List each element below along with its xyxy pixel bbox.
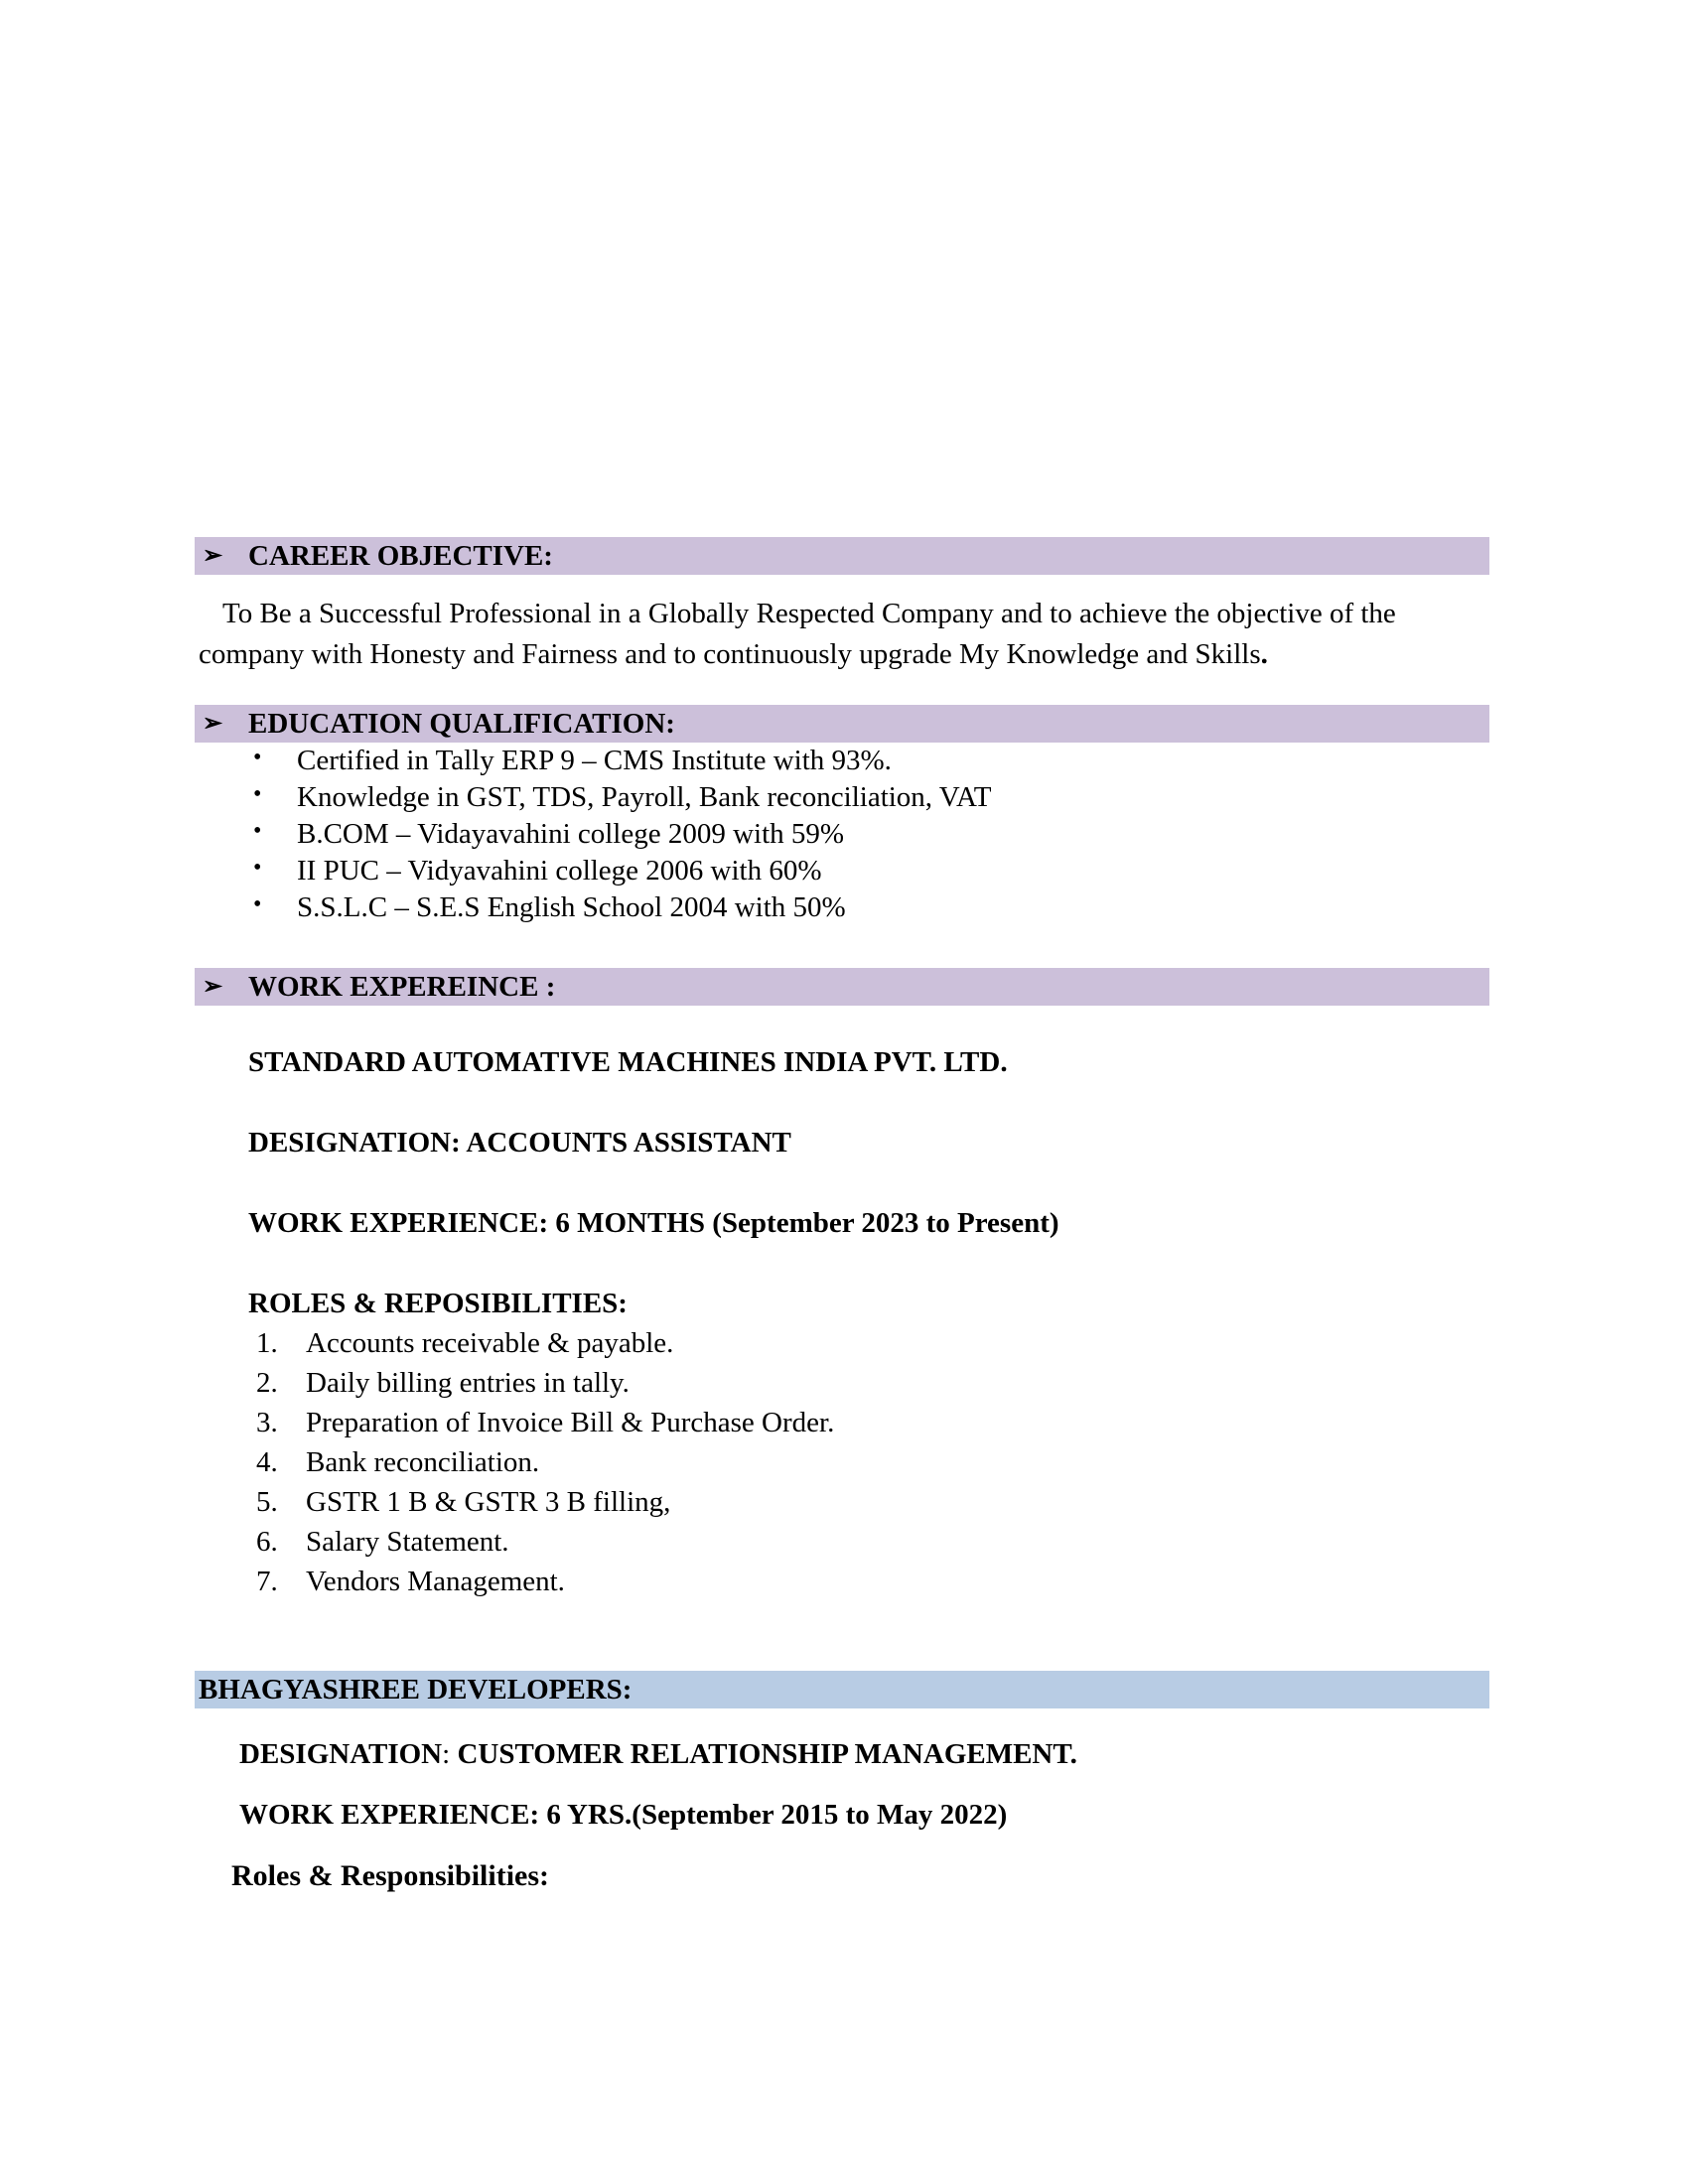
career-objective-bar bbox=[195, 537, 1489, 575]
bullet-icon: • bbox=[253, 818, 262, 844]
career-objective-line1: To Be a Successful Professional in a Globally Respected Company and to achieve the objective of the bbox=[222, 598, 1396, 629]
bullet-icon: • bbox=[253, 781, 262, 807]
career-objective-line2 bbox=[199, 634, 1489, 675]
work-experience-bar bbox=[195, 968, 1489, 1006]
job2-designation-colon: : bbox=[442, 1738, 451, 1770]
career-objective-line2-text: company with Honesty and Fairness and to continuously upgrade My Knowledge and Skills bbox=[199, 638, 1261, 670]
bullet-icon: • bbox=[253, 745, 262, 770]
job2-company-bar bbox=[195, 1671, 1489, 1708]
education-bar bbox=[195, 705, 1489, 743]
job2-experience: WORK EXPERIENCE: 6 YRS.(September 2015 to May 2022) bbox=[239, 1799, 1008, 1831]
resume-page: ➢ CAREER OBJECTIVE: To Be a Successful Professional in a Globally Respected Company and to achieve the objective of the company with Honesty and Fairness and to continuously upgrade My Knowledge and Skills. ➢ EDUCATION QUALIFICATION: • Certified in Tally ERP 9 – CMS Institute with 93%. • Knowledge in GST, TDS, Payroll, Bank reconciliation, VAT • B.COM – Vidayavahini college 2009 with 59% • II PUC – Vidyavahini college 2006 with 60% • S.S.L.C – S.E.S English School 2004 with 50% ➢ WORK EXPEREINCE : STANDARD AUTOMATIVE MACHINES INDIA PVT. LTD. DESIGNATION: ACCOUNTS ASSISTANT WORK EXPERIENCE: 6 MONTHS (September 2023 to Present) ROLES & REPOSIBILITIES: 1. Accounts receivable & payable. 2. Daily billing entries in tally. 3. Preparation of Invoice Bill & Purchase Order. 4. Bank reconciliation. 5. GSTR 1 B & GSTR 3 B filling, 6. Salary Statement. 7. Vendors Management. BHAGYASHREE DEVELOPERS: DESIGNATION: CUSTOMER RELATIONSHIP MANAGEMENT. WORK EXPERIENCE: 6 YRS.(September 2015 to May 2022) Roles & Responsibilities: bbox=[0, 0, 1688, 2184]
job2-roles-title: Roles & Responsibilities: bbox=[231, 1859, 550, 1892]
job1-experience: WORK EXPERIENCE: 6 MONTHS (September 2023 to Present) bbox=[248, 1207, 1059, 1239]
arrow-bullet-icon: ➢ bbox=[203, 974, 223, 1000]
job2-designation bbox=[239, 1738, 1077, 1771]
arrow-bullet-icon: ➢ bbox=[203, 543, 223, 569]
job2-designation-value: CUSTOMER RELATIONSHIP MANAGEMENT. bbox=[450, 1738, 1077, 1770]
job2-designation-label: DESIGNATION bbox=[239, 1738, 443, 1770]
job1-designation: DESIGNATION: ACCOUNTS ASSISTANT bbox=[248, 1127, 791, 1159]
career-objective-line2-end: . bbox=[1260, 638, 1268, 670]
bullet-icon: • bbox=[253, 855, 262, 881]
education-title: EDUCATION QUALIFICATION: bbox=[248, 708, 675, 740]
arrow-bullet-icon: ➢ bbox=[203, 711, 223, 737]
job1-roles-title: ROLES & REPOSIBILITIES: bbox=[248, 1288, 628, 1319]
job2-company: BHAGYASHREE DEVELOPERS: bbox=[199, 1674, 633, 1706]
job1-company: STANDARD AUTOMATIVE MACHINES INDIA PVT. LTD. bbox=[248, 1046, 1008, 1078]
work-experience-title: WORK EXPEREINCE : bbox=[248, 971, 556, 1003]
career-objective-title: CAREER OBJECTIVE: bbox=[248, 540, 553, 572]
bullet-icon: • bbox=[253, 891, 262, 917]
